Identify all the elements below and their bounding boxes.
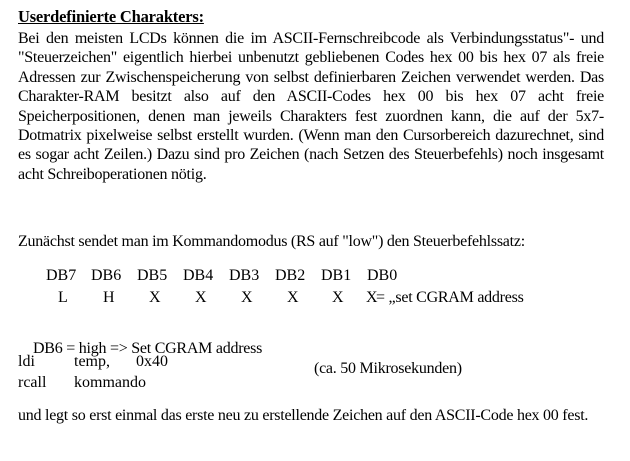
bit-value: X (149, 289, 161, 306)
db6-text: DB6 = high => Set CGRAM address (33, 340, 263, 358)
code-arg2: 0x40 (136, 353, 168, 370)
bit-header: DB5 (137, 267, 168, 284)
bit-value: H (103, 289, 115, 306)
bit-header: DB3 (229, 267, 260, 284)
bit-value: X (195, 289, 207, 306)
bit-table-note: = „set CGRAM address (376, 289, 524, 306)
code-line (0, 352, 630, 371)
bit-header: DB0 (367, 267, 398, 284)
section-heading: Userdefinierte Charakters: (18, 7, 204, 26)
db6-timing: (ca. 50 Mikrosekunden) (314, 359, 462, 377)
bit-value: X (366, 289, 378, 306)
command-intro-paragraph: Zunächst sendet man im Kommandomodus (RS auf "low") den Steuerbefehlssatz: (18, 233, 525, 250)
code-line (0, 373, 630, 392)
bit-value: L (58, 289, 68, 306)
bit-value: X (241, 289, 253, 306)
code-arg1: temp, (74, 353, 110, 370)
bit-header: DB1 (321, 267, 352, 284)
bit-value: X (287, 289, 299, 306)
bit-header: DB6 (91, 267, 122, 284)
bit-value: X (332, 289, 344, 306)
bit-header: DB4 (183, 267, 214, 284)
bit-header: DB2 (275, 267, 306, 284)
closing-paragraph: und legt so erst einmal das erste neu zu erstellende Zeichen auf den ASCII-Code hex 00 fest. (18, 407, 589, 424)
bit-table (0, 266, 630, 310)
bit-header: DB7 (46, 267, 77, 284)
code-op: ldi (18, 353, 35, 370)
code-op: rcall (18, 374, 47, 391)
code-arg1: kommando (74, 374, 146, 391)
intro-paragraph: Bei den meisten LCDs können die im ASCII-Fernschreibcode als Verbindungsstatus"- und "Steuerzeichen" eigentlich hierbei unbenutzt gebliebenen Codes hex 00 bis hex 07 als freie Adressen zur Zwischenspeicherung von selbst definierbaren Zeichen verwendet werden. Das Charakter-RAM besitzt also auf den ASCII-Codes hex 00 bis hex 07 acht freie Speicherpositionen, denen man jeweils Charakters fest zuordnen kann, die auf der 5x7-Dotmatrix pixelweise selbst erstellt wurden. (Wenn man den Cursorbereich dazurechnet, sind es sogar acht Zeilen.) Dazu sind pro Zeichen (nach Setzen des Steuerbefehls) noch insgesamt acht Schreiboperationen nötig. (18, 30, 604, 183)
